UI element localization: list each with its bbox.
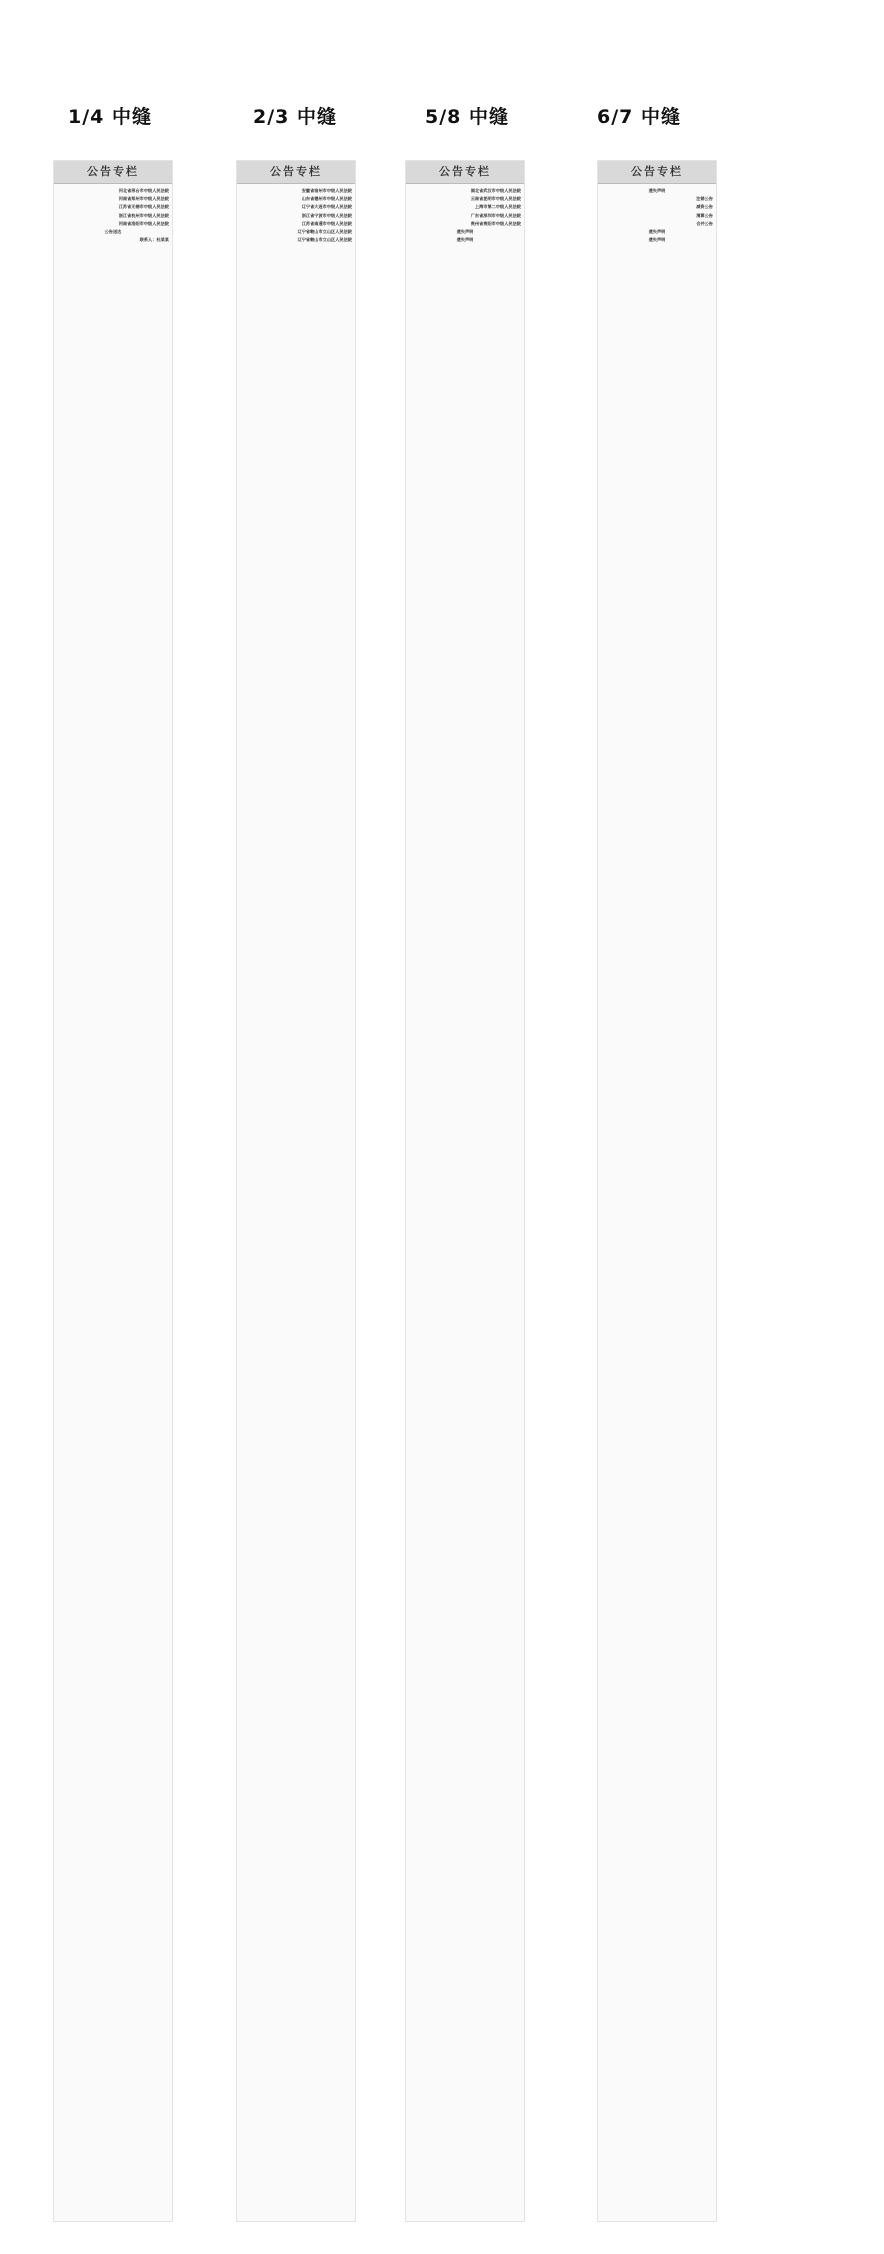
column-3-title: 5/8 中缝 <box>425 106 509 128</box>
section-title: 辽宁省鞍山市立山区人民法院 <box>297 229 352 235</box>
section-title: 河南省郑州市中级人民法院 <box>118 196 169 202</box>
column-2-body <box>237 184 355 245</box>
section-title: 安徽省宿州市中级人民法院 <box>301 188 352 193</box>
section-title: 山东省德州市中级人民法院 <box>301 196 352 202</box>
column-1-panel <box>53 160 173 2222</box>
column-footer: 联系人：杜某某 <box>139 237 169 243</box>
column-1-title: 1/4 中缝 <box>68 106 152 128</box>
section-title: 江苏省无锡市中级人民法院 <box>118 204 169 210</box>
section-title: 贵州省贵阳市中级人民法院 <box>470 220 521 226</box>
section-title: 遗失声明 <box>648 229 666 235</box>
column-2-title: 2/3 中缝 <box>253 106 337 128</box>
section-title: 公告送达 <box>104 229 122 235</box>
column-footer: 遗失声明 <box>648 237 666 243</box>
column-1-body <box>54 184 172 245</box>
section-title: 江苏省南通市中级人民法院 <box>301 220 352 226</box>
section-title: 合并公告 <box>696 220 713 226</box>
column-2-panel <box>236 160 356 2222</box>
section-title: 遗失声明 <box>456 229 474 235</box>
section-title: 浙江省杭州市中级人民法院 <box>118 212 169 218</box>
column-4-header: 公告专栏 <box>598 161 716 184</box>
section-title: 清算公告 <box>696 212 713 218</box>
section-title: 遗失声明 <box>648 188 666 193</box>
section-title: 上海市第二中级人民法院 <box>474 204 521 210</box>
column-4-body <box>598 184 716 245</box>
column-1-header: 公告专栏 <box>54 161 172 184</box>
section-title: 广东省深圳市中级人民法院 <box>470 212 521 218</box>
section-title: 河北省邢台市中级人民法院 <box>118 188 169 193</box>
column-3-body <box>406 184 524 245</box>
section-title: 减资公告 <box>696 204 713 210</box>
column-3-header: 公告专栏 <box>406 161 524 184</box>
section-title: 河南省洛阳市中级人民法院 <box>118 220 169 226</box>
column-footer: 辽宁省鞍山市立山区人民法院 <box>297 237 352 243</box>
column-4-title: 6/7 中缝 <box>597 106 681 128</box>
column-4-panel <box>597 160 717 2222</box>
column-footer: 遗失声明 <box>456 237 474 243</box>
section-title: 浙江省宁波市中级人民法院 <box>301 212 352 218</box>
section-title: 湖北省武汉市中级人民法院 <box>470 188 521 193</box>
column-2-header: 公告专栏 <box>237 161 355 184</box>
section-title: 辽宁省大连市中级人民法院 <box>301 204 352 210</box>
section-title: 注销公告 <box>696 196 713 202</box>
column-3-panel <box>405 160 525 2222</box>
section-title: 云南省昆明市中级人民法院 <box>470 196 521 202</box>
